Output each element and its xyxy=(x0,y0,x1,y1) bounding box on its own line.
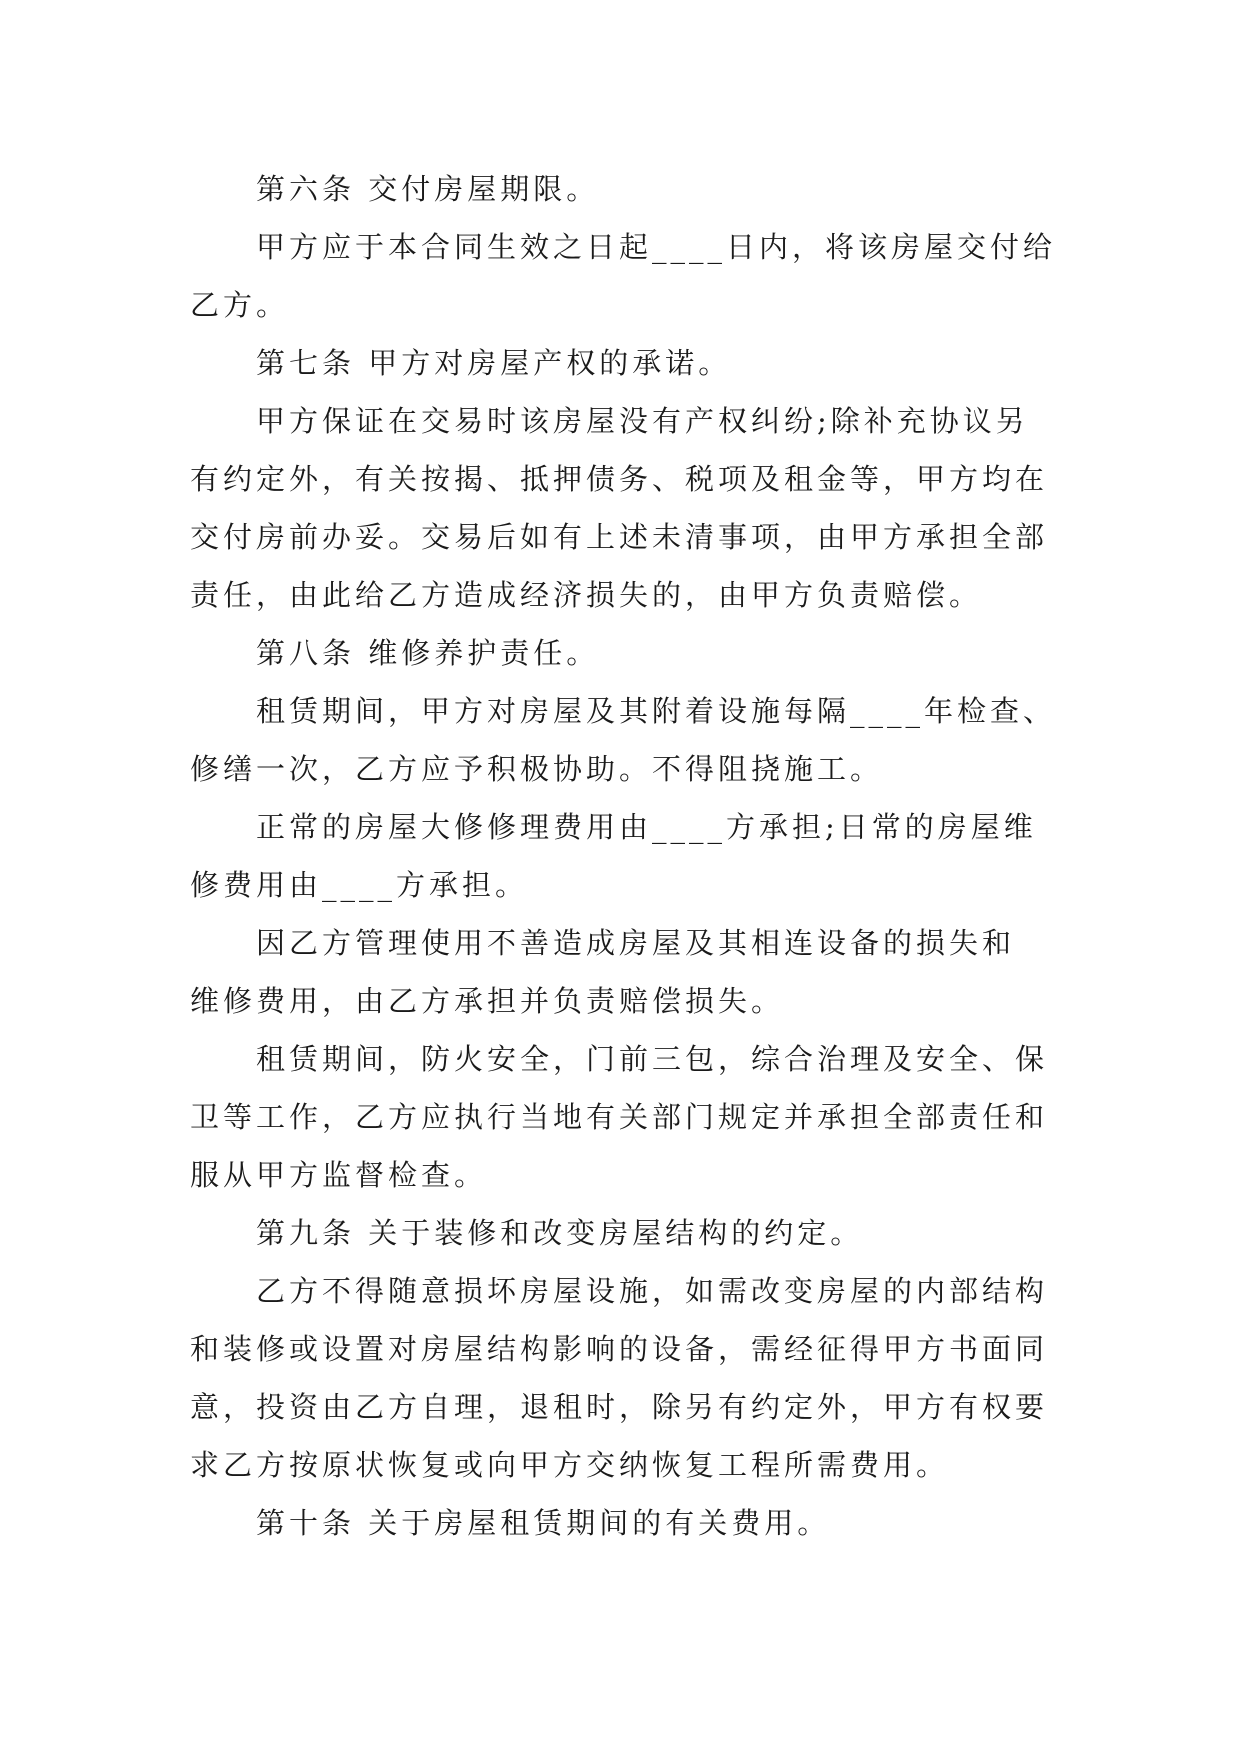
paragraph-line: 维修费用，由乙方承担并负责赔偿损失。 xyxy=(190,984,785,1018)
article-9-heading: 第九条 关于装修和改变房屋结构的约定。 xyxy=(256,1216,864,1250)
paragraph-line: 乙方。 xyxy=(190,288,290,322)
paragraph-line: 乙方不得随意损坏房屋设施，如需改变房屋的内部结构 xyxy=(256,1274,1049,1308)
article-7-heading: 第七条 甲方对房屋产权的承诺。 xyxy=(256,346,732,380)
paragraph-line: 意，投资由乙方自理，退租时，除另有约定外，甲方有权要 xyxy=(190,1390,1049,1424)
paragraph-line: 和装修或设置对房屋结构影响的设备，需经征得甲方书面同 xyxy=(190,1332,1049,1366)
paragraph-line: 修费用由____方承担。 xyxy=(190,868,529,902)
paragraph-line: 交付房前办妥。交易后如有上述未清事项，由甲方承担全部 xyxy=(190,520,1049,554)
paragraph-line: 甲方保证在交易时该房屋没有产权纠纷;除补充协议另 xyxy=(256,404,1029,438)
paragraph-line: 租赁期间，甲方对房屋及其附着设施每隔____年检查、 xyxy=(256,694,1057,728)
paragraph-line: 甲方应于本合同生效之日起____日内，将该房屋交付给 xyxy=(256,230,1057,264)
article-10-heading: 第十条 关于房屋租赁期间的有关费用。 xyxy=(256,1506,831,1540)
paragraph-line: 卫等工作，乙方应执行当地有关部门规定并承担全部责任和 xyxy=(190,1100,1049,1134)
paragraph-line: 有约定外，有关按揭、抵押债务、税项及租金等，甲方均在 xyxy=(190,462,1049,496)
document-body xyxy=(190,160,1055,1552)
article-6-heading: 第六条 交付房屋期限。 xyxy=(256,172,600,206)
paragraph-line: 租赁期间，防火安全，门前三包，综合治理及安全、保 xyxy=(256,1042,1049,1076)
paragraph-line: 修缮一次，乙方应予积极协助。不得阻挠施工。 xyxy=(190,752,884,786)
paragraph-line: 正常的房屋大修修理费用由____方承担;日常的房屋维 xyxy=(256,810,1037,844)
paragraph-line: 因乙方管理使用不善造成房屋及其相连设备的损失和 xyxy=(256,926,1016,960)
paragraph-line: 求乙方按原状恢复或向甲方交纳恢复工程所需费用。 xyxy=(190,1448,950,1482)
paragraph-line: 责任，由此给乙方造成经济损失的，由甲方负责赔偿。 xyxy=(190,578,983,612)
article-8-heading: 第八条 维修养护责任。 xyxy=(256,636,600,670)
paragraph-line: 服从甲方监督检查。 xyxy=(190,1158,488,1192)
